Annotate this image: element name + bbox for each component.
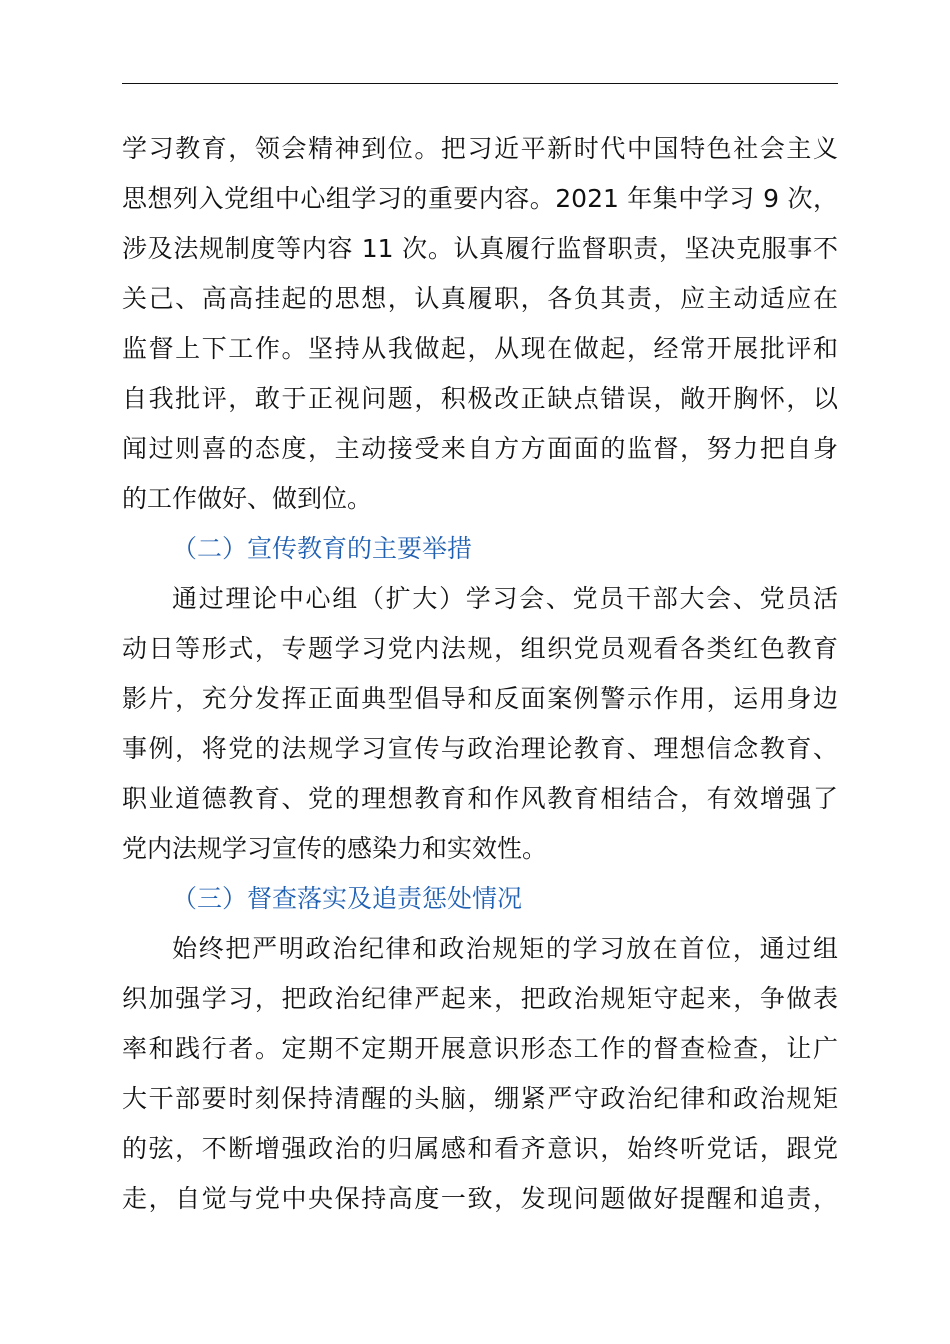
text-line: 始终把严明政治纪律和政治规矩的学习放在首位，通过组 (172, 934, 838, 963)
text-line: 闻过则喜的态度，主动接受来自方方面面的监督，努力把自身 (122, 434, 838, 463)
text-line: 关己、高高挂起的思想，认真履职，各负其责，应主动适应在 (122, 284, 838, 313)
text-line: 监督上下工作。坚持从我做起，从现在做起，经常开展批评和 (122, 334, 838, 363)
section-heading-3: （三）督查落实及追责惩处情况 (172, 884, 523, 913)
document-body (122, 124, 838, 1224)
text-line: 通过理论中心组（扩大）学习会、党员干部大会、党员活 (172, 584, 838, 613)
text-line: 自我批评，敢于正视问题，积极改正缺点错误，敞开胸怀，以 (122, 384, 838, 413)
section-heading-2: （二）宣传教育的主要举措 (172, 534, 473, 563)
text-line: 率和践行者。定期不定期开展意识形态工作的督查检查，让广 (122, 1034, 838, 1063)
text-line: 的工作做好、做到位。 (122, 484, 373, 513)
text-line: 学习教育，领会精神到位。把习近平新时代中国特色社会主义 (122, 134, 838, 163)
text-line: 党内法规学习宣传的感染力和实效性。 (122, 834, 548, 863)
text-line: 织加强学习，把政治纪律严起来，把政治规矩守起来，争做表 (122, 984, 838, 1013)
text-line: 动日等形式，专题学习党内法规，组织党员观看各类红色教育 (122, 634, 838, 663)
text-line: 影片，充分发挥正面典型倡导和反面案例警示作用，运用身边 (122, 684, 838, 713)
paragraph-1 (122, 124, 838, 524)
text-line: 大干部要时刻保持清醒的头脑，绷紧严守政治纪律和政治规矩 (122, 1084, 838, 1113)
text-line: 职业道德教育、党的理想教育和作风教育相结合，有效增强了 (122, 784, 838, 813)
text-line: 事例，将党的法规学习宣传与政治理论教育、理想信念教育、 (122, 734, 838, 763)
text-line: 涉及法规制度等内容 11 次。认真履行监督职责，坚决克服事不 (122, 234, 838, 263)
text-line: 走，自觉与党中央保持高度一致，发现问题做好提醒和追责， (122, 1184, 838, 1213)
text-line: 思想列入党组中心组学习的重要内容。2021 年集中学习 9 次， (122, 184, 838, 213)
header-rule (122, 83, 838, 84)
text-line: 的弦，不断增强政治的归属感和看齐意识，始终听党话，跟党 (122, 1134, 838, 1163)
paragraph-2 (122, 574, 838, 874)
paragraph-3 (122, 924, 838, 1224)
